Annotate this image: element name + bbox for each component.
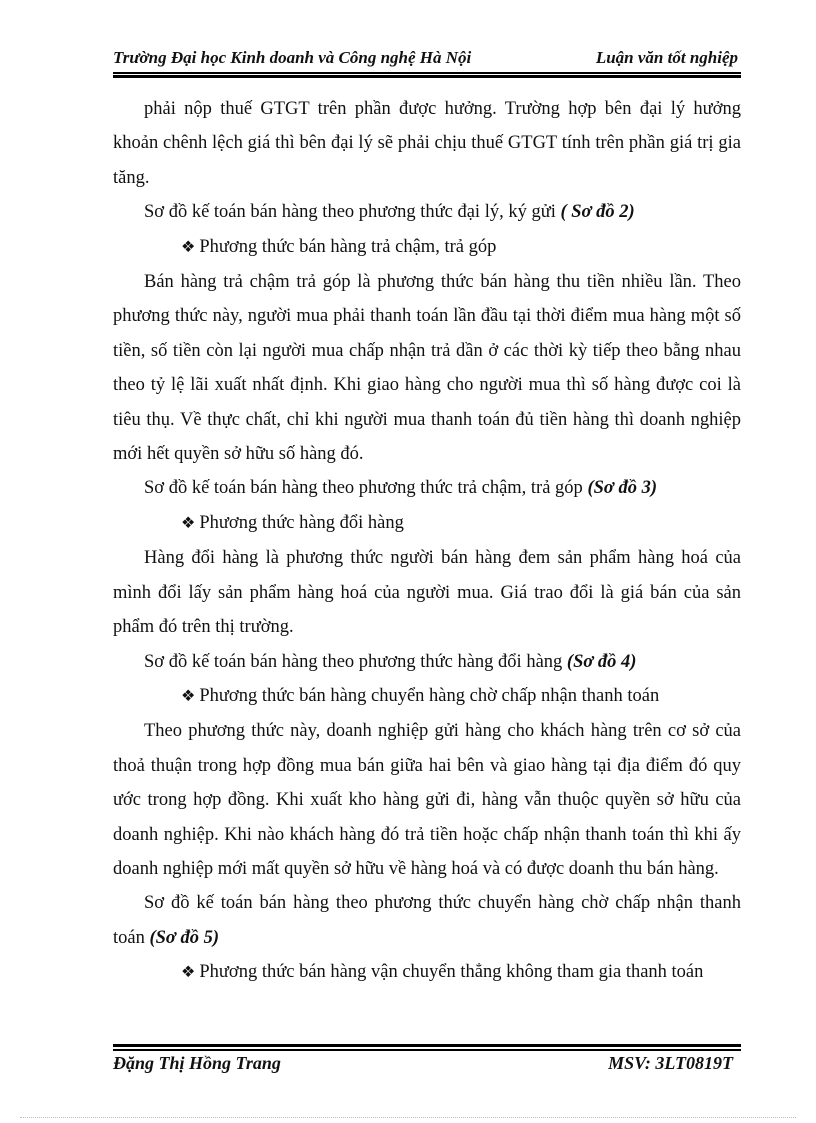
paragraph-consignment: Theo phương thức này, doanh nghiệp gửi hàng cho khách hàng trên cơ sở của thoả thuận trong hợp đồng mua bán giữa hai bên và giao hàng tại địa điểm đó quy ước trong hợp đồng. Khi xuất kho hàng gửi đi, hàng vẫn thuộc quyền sở hữu của doanh nghiệp. Khi nào khách hàng đó trả tiền hoặc chấp nhận thanh toán thì khi ấy doanh nghiệp mới mất quyền sở hữu về hàng hoá và có được doanh thu bán hàng. xyxy=(113,721,741,879)
bullet-item-consignment xyxy=(113,679,741,714)
bullet-item-barter xyxy=(113,506,741,541)
page-body xyxy=(113,92,741,991)
diagram-reference-2 xyxy=(113,195,741,229)
header-document-type: Luận văn tốt nghiệp xyxy=(595,48,738,67)
paragraph-installment: Bán hàng trả chậm trả góp là phương thức bán hàng thu tiền nhiều lần. Theo phương thức này, người mua phải thanh toán lần đầu tại thời điểm mua hàng một số tiền, số tiền còn lại người mua chấp nhận trả dần ở các thời kỳ tiếp theo bằng nhau theo tỷ lệ lãi xuất nhất định. Khi giao hàng cho người mua thì số hàng được coi là tiêu thụ. Về thực chất, chỉ khi người mua thanh toán đủ tiền hàng thì doanh nghiệp mới hết quyền sở hữu số hàng đó. xyxy=(113,272,741,465)
header-rule-thick xyxy=(113,75,741,78)
footer-rule-thick xyxy=(113,1044,741,1047)
bullet-text: Phương thức bán hàng chuyển hàng chờ chấp nhận thanh toán xyxy=(199,685,660,706)
reference-label: ( Sơ đồ 2) xyxy=(560,202,635,223)
diagram-reference-5 xyxy=(113,886,741,955)
bullet-item-direct-shipping xyxy=(113,955,741,990)
bullet-text: Phương thức bán hàng trả chậm, trả góp xyxy=(199,236,497,257)
bullet-text: Phương thức bán hàng vận chuyển thẳng không tham gia thanh toán xyxy=(199,962,704,983)
reference-label: (Sơ đồ 4) xyxy=(566,651,637,672)
diagram-reference-4 xyxy=(113,645,741,679)
paragraph-continuation: phải nộp thuế GTGT trên phần được hưởng. Trường hợp bên đại lý hưởng khoản chênh lệch giá thì bên đại lý sẽ phải chịu thuế GTGT tính trên phần giá trị gia tăng. xyxy=(113,99,741,188)
bullet-text: Phương thức hàng đổi hàng xyxy=(199,512,404,533)
reference-label: (Sơ đồ 5) xyxy=(149,927,220,948)
diamond-bullet-icon: ❖ xyxy=(181,238,196,256)
footer-author: Đặng Thị Hồng Trang xyxy=(113,1053,281,1073)
reference-text: Sơ đồ kế toán bán hàng theo phương thức đại lý, ký gửi xyxy=(144,202,556,223)
diamond-bullet-icon: ❖ xyxy=(181,514,196,532)
footer-rule-thin xyxy=(113,1049,741,1051)
reference-text: Sơ đồ kế toán bán hàng theo phương thức hàng đổi hàng xyxy=(144,651,563,672)
header-institution: Trường Đại học Kinh doanh và Công nghệ Hà Nội xyxy=(113,48,472,67)
page-edge-divider xyxy=(20,1117,796,1118)
diamond-bullet-icon: ❖ xyxy=(181,964,196,982)
paragraph-barter: Hàng đổi hàng là phương thức người bán hàng đem sản phẩm hàng hoá của mình đổi lấy sản phẩm hàng hoá của người mua. Giá trao đổi là giá bán của sản phẩm đó trên thị trường. xyxy=(113,548,741,638)
reference-label: (Sơ đồ 3) xyxy=(587,478,657,499)
diagram-reference-3 xyxy=(113,471,741,505)
reference-text: Sơ đồ kế toán bán hàng theo phương thức trả chậm, trả góp xyxy=(144,478,583,499)
footer-student-id: MSV: 3LT0819T xyxy=(608,1053,733,1073)
bullet-item-installment xyxy=(113,230,741,265)
diamond-bullet-icon: ❖ xyxy=(181,687,196,705)
header-rule-thin xyxy=(113,72,741,74)
reference-text: Sơ đồ kế toán bán hàng theo phương thức chuyển hàng chờ chấp nhận thanh toán xyxy=(113,893,741,948)
